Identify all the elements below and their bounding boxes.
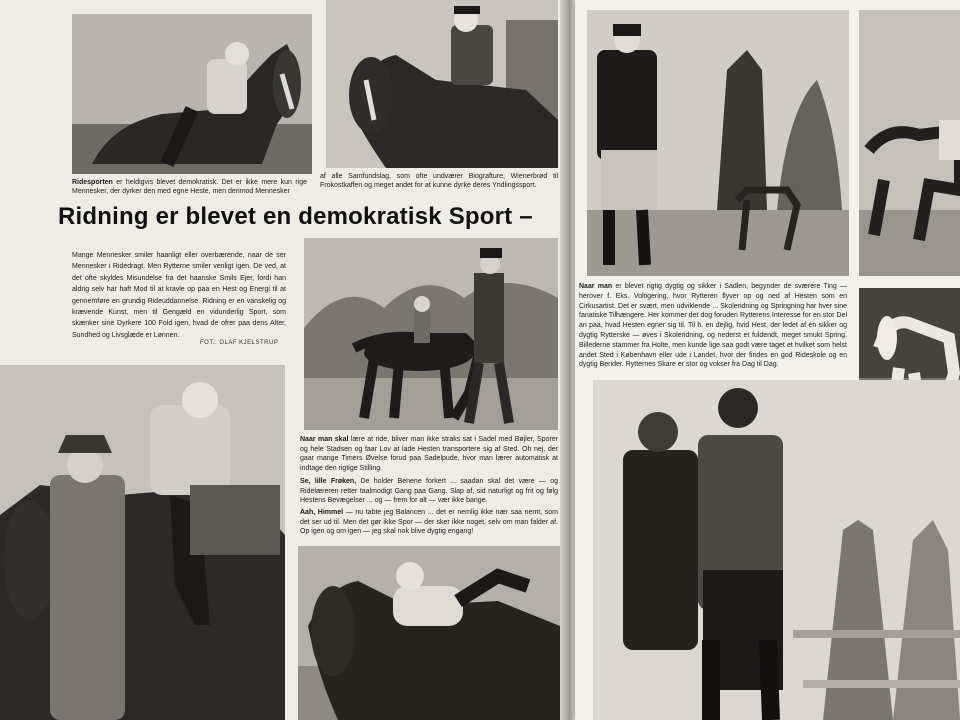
photo-instructor-and-rider-art	[0, 365, 285, 720]
body-paragraph-2-lead: Se, lille Frøken,	[300, 478, 357, 485]
photo-instructor-and-rider	[0, 365, 285, 720]
photo-rider-on-horse-right-art	[859, 10, 960, 276]
photo-rider-falling-art	[298, 546, 560, 720]
caption-top-right	[320, 172, 558, 190]
photo-spectators-at-jump-art	[593, 380, 960, 720]
right-caption	[579, 282, 847, 370]
photo-rider-on-horse-art	[72, 14, 312, 174]
photo-woman-watching-vaulting-art	[587, 10, 849, 276]
caption-top-left-text: er heldigvis blevet demokratisk. Det er ikke mere kun rige Mennesker, der dyrker den med egne Heste, men derimod Mennesker	[72, 179, 307, 195]
body-paragraph-1	[300, 435, 558, 473]
photo-woman-watching-vaulting	[587, 10, 849, 276]
body-paragraph-2-text: De holder Benene forkert ... saadan skal det være — og Ridelæreren retter taalmodigt Gang paa Gang. Slap af, sid naturligt og frit og følg Hestens Bevægelser ... og — frem for alt — vær ikke bange.	[300, 478, 558, 505]
caption-top-right-text: af alle Samfundslag, som ofte undværer Biografture, Wienerbrød til Frokostkaffen og meget andet for at kunne dyrke deres Yndlingssport.	[320, 173, 558, 189]
right-magazine-page	[575, 0, 960, 720]
photo-woman-on-horse-art	[326, 0, 558, 168]
photo-woman-on-horse	[326, 0, 558, 168]
intro-paragraph: Mange Mennesker smiler haanligt eller overbærende, naar de ser Mennesker i Ridedragt. Men Rytterne smiler venligt igen. De ved, at det ofte skyldes Misundelse fra det haanske Smils Ejer, fordi han aldrig selv har haft Mod til at kravle op paa en Hest og Energi til at gennemføre en grundig Rideuddannelse. Ridning er en vanskelig og krævende Kunst, men til Gengæld en vidunderlig Sport, som skænker sine Dyrkere 100 Fold igen, hvad de ofrer paa dens Alter, Sundhed og Livsglæde er Lønnen.	[72, 252, 286, 339]
caption-top-left	[72, 178, 307, 196]
article-headline: Ridning er blevet en demokratisk Sport –	[58, 203, 533, 230]
right-caption-lead: Naar man	[579, 283, 613, 290]
photo-rider-on-horse-right	[859, 10, 960, 276]
photo-credit: FOT.: OLAF KJELSTRUP	[200, 340, 279, 346]
photo-spectators-at-jump	[593, 380, 960, 720]
body-paragraph-3-text: — nu tabte jeg Balancen ... det er nemlig ikke nær saa nemt, som det ser ud til. Men det gør ikke Spor — der sker ikke noget, selv om man falder af. Op igen og om igen — jeg skal nok blive dygtig engang!	[300, 509, 558, 536]
photo-rider-on-horse	[72, 14, 312, 174]
right-caption-text: er blevet rigtig dygtig og sikker i Sadlen, begynder de sværere Ting — herover f. Eks. Voltigering, hvor Rytteren flyver op og ned af Hesten som en Cirkusartist. Det er svært, men udviklende ... Skoleridning og Springning har hver sine fanatiske Tilhængere. Her kommer det dog foruden Rytterens Interesse for en stor Del an paa, hvad Hesten egner sig til. Til h. en dejlig, hvid Hest, der ledet af en sikker og dygtig Rytterske — øves i Skoleridning, og nederst et fuldendt, meget smukt Spring. Billederne stammer fra Holte, men kunde lige saa godt være taget et hvilket som helst andet Sted i København eller ude i Landet, hvor der findes en god Rideskole og en dygtig Berider. Rytternes Skare er stor og vokser fra Dag til Dag.	[579, 283, 848, 369]
photo-trainer-leading-horse	[304, 238, 558, 430]
body-paragraph-1-text: lære at ride, bliver man ikke straks sat i Sadel med Bøjler, Sporer og hele Stadsen og faar Lov at lade Hesten transportere sig af Sted. Oh nej, der gaar mange Timers Øvelse forud paa Sadelpude, hvor man lærer automatisk at indtage den rigtige Stilling.	[300, 436, 558, 472]
body-paragraph-1-lead: Naar man skal	[300, 436, 349, 443]
caption-top-left-lead: Ridesporten	[72, 179, 113, 186]
photo-trainer-leading-horse-art	[304, 238, 558, 430]
photo-rider-falling	[298, 546, 560, 720]
body-paragraph-3	[300, 508, 558, 537]
body-paragraph-3-lead: Aah, Himmel	[300, 509, 344, 516]
body-paragraph-2	[300, 477, 558, 506]
